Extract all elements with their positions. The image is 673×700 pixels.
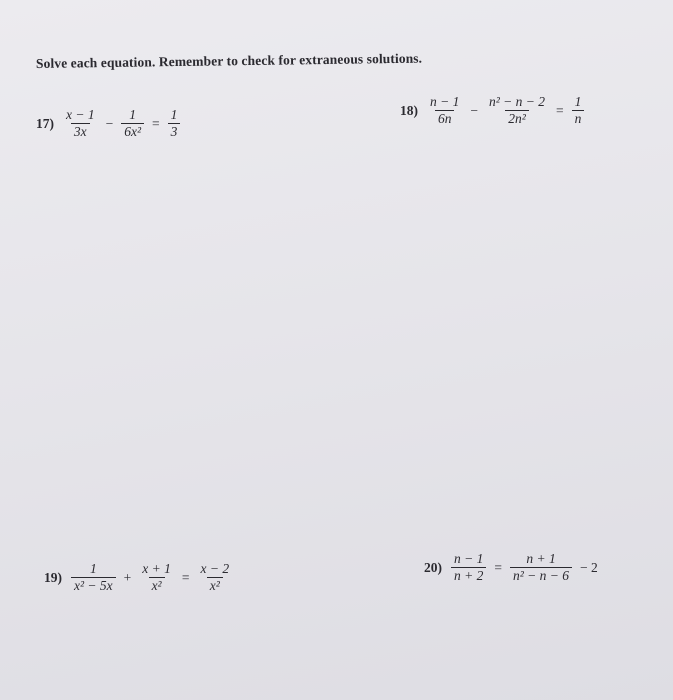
operator: =: [152, 115, 160, 131]
operator: −: [105, 115, 114, 131]
denominator: n² − n − 6: [510, 567, 572, 583]
operator: =: [181, 569, 190, 585]
fraction: [139, 562, 174, 593]
numerator: 1: [574, 94, 582, 109]
denominator: 6x²: [121, 123, 144, 139]
problem-17: [36, 108, 183, 139]
problem-18: [400, 95, 587, 126]
numerator: n + 1: [526, 551, 556, 566]
problem-20: [424, 552, 603, 583]
numerator: x − 2: [200, 561, 230, 576]
fraction: [451, 552, 486, 583]
denominator: x²: [149, 577, 165, 593]
problem-number: 19): [44, 569, 62, 585]
operator: +: [123, 569, 132, 585]
problem-number: 17): [36, 115, 54, 131]
fraction: [63, 108, 98, 139]
denominator: 6n: [435, 110, 455, 126]
fraction: [510, 552, 572, 583]
operator: − 2: [580, 559, 598, 575]
numerator: 1: [129, 107, 136, 122]
fraction: [121, 108, 144, 139]
problem-19: [44, 562, 235, 593]
fraction: [71, 562, 116, 593]
denominator: n: [572, 110, 585, 126]
operator: =: [556, 102, 564, 118]
fraction: [198, 562, 233, 593]
operator: =: [494, 559, 502, 575]
fraction: [486, 95, 548, 126]
problem-number: 20): [424, 559, 442, 575]
numerator: x + 1: [142, 561, 171, 576]
fraction: [427, 95, 462, 126]
numerator: n² − n − 2: [489, 94, 546, 109]
denominator: n + 2: [451, 567, 486, 583]
numerator: 1: [170, 107, 178, 122]
denominator: 3: [168, 123, 181, 139]
fraction: [168, 108, 181, 139]
denominator: x² − 5x: [71, 577, 116, 593]
instructions-heading: Solve each equation. Remember to check for extraneous solutions.: [35, 50, 423, 71]
denominator: x²: [207, 577, 223, 593]
numerator: 1: [89, 561, 97, 576]
problem-number: 18): [400, 102, 418, 118]
fraction: [572, 95, 585, 126]
operator: −: [470, 102, 478, 118]
numerator: n − 1: [430, 94, 460, 109]
numerator: x − 1: [66, 107, 95, 122]
denominator: 2n²: [505, 110, 529, 126]
denominator: 3x: [71, 123, 90, 139]
numerator: n − 1: [454, 551, 484, 566]
